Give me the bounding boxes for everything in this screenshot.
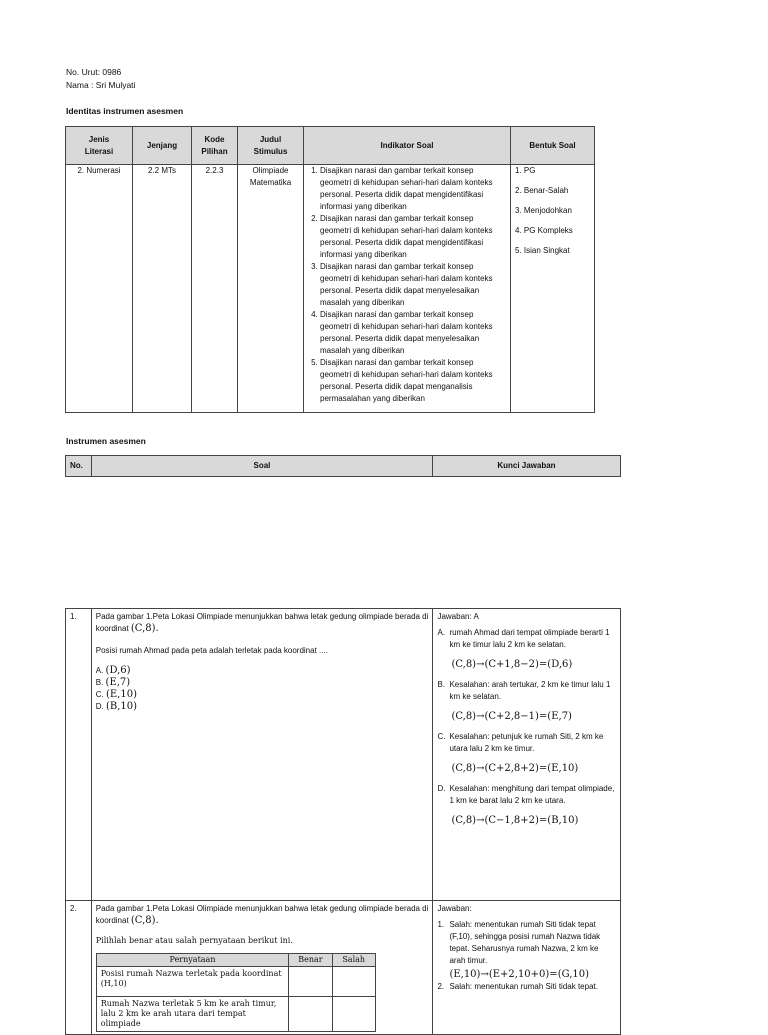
q1-number: 1. — [66, 609, 92, 901]
q1-option-value: (E,7) — [105, 677, 131, 688]
q1-option — [96, 665, 429, 677]
q1-kunci — [433, 609, 621, 901]
header-jenjang: Jenjang — [133, 127, 192, 165]
q1-answer-text: rumah Ahmad dari tempat olimpiade berarti 1 km ke timur lalu 2 km ke selatan. — [449, 628, 610, 649]
header-kode-pilihan: Kode Pilihan — [192, 127, 238, 165]
section-title-identity: Identitas instrumen asesmen — [66, 106, 184, 116]
q1-option-letter: B. — [95, 678, 104, 687]
indikator-item: 1. Disajikan narasi dan gambar terkait konsep geometri di kehidupan sehari-hari dalam konteks personal. Peserta didik dapat mengidentifikasi informasi yang diberikan — [320, 165, 506, 213]
cell-kode: 2.2.3 — [192, 165, 238, 413]
bentuk-item: 3. Menjodohkan — [515, 206, 572, 215]
q1-option — [96, 689, 429, 701]
q1-options — [96, 665, 429, 713]
q1-answer-block — [437, 627, 616, 671]
q1-answer-letter: D. — [437, 784, 446, 793]
q2-intro: Pada gambar 1.Peta Lokasi Olimpiade menunjukkan bahwa letak gedung olimpiade berada di koordinat — [95, 904, 429, 925]
stmt-header-pernyataan: Pernyataan — [96, 954, 289, 967]
q1-option-letter: D. — [95, 702, 104, 711]
cell-bentuk — [511, 165, 595, 413]
q1-answer-item — [437, 679, 616, 703]
q1-answer-item — [437, 627, 616, 651]
header-bentuk-soal: Bentuk Soal — [511, 127, 595, 165]
q1-answer-text: Kesalahan: menghitung dari tempat olimpiade, 1 km ke barat lalu 2 km ke utara. — [449, 784, 615, 805]
q2-kunci — [433, 901, 621, 1035]
q2-answer-text: Salah: menentukan rumah Siti tidak tepat (F,10), sehingga posisi rumah Nazwa tidak tepat. Seharusnya rumah Nazwa, 2 km ke arah timur. — [449, 920, 601, 965]
bentuk-item: 5. Isian Singkat — [515, 246, 570, 255]
q2-answer-item — [437, 981, 616, 993]
q1-answer-item — [437, 783, 616, 807]
stmt-header-salah: Salah — [332, 954, 375, 967]
indikator-item: 5. Disajikan narasi dan gambar terkait konsep geometri di kehidupan sehari-hari dalam konteks personal. Peserta didik dapat menganalisis permasalahan yang diberikan — [320, 357, 506, 405]
indikator-item: 2. Disajikan narasi dan gambar terkait konsep geometri di kehidupan sehari-hari dalam konteks personal. Peserta didik dapat mengidentifikasi informasi yang diberikan — [320, 213, 506, 261]
q1-answer-letter: A. — [437, 628, 445, 637]
header-judul-stimulus: Judul Stimulus — [238, 127, 304, 165]
instrument-table — [65, 608, 621, 1035]
stmt-text: Rumah Nazwa terletak 5 km ke arah timur, lalu 2 km ke arah utara dari tempat olimpiade — [96, 997, 289, 1032]
q1-option-value: (E,10) — [105, 689, 137, 700]
q1-soal — [91, 609, 433, 901]
q2-answer-number: 2. — [437, 982, 445, 991]
q1-intro-block — [96, 611, 429, 635]
section-title-instrument: Instrumen asesmen — [66, 436, 146, 446]
stmt-text: Posisi rumah Nazwa terletak pada koordinat (H,10) — [96, 967, 289, 997]
q2-answer-formula: (E,10)→(E+2,10+0)=(G,10) — [449, 969, 590, 980]
cell-jenjang: 2.2 MTs — [133, 165, 192, 413]
q1-intro-coord: (C,8). — [130, 623, 159, 634]
q1-answer-formula: (C,8)→(C+2,8+2)=(E,10) — [451, 763, 579, 774]
header-jenis-literasi: Jenis Literasi — [66, 127, 133, 165]
q1-answer-formula: (C,8)→(C+2,8−1)=(E,7) — [451, 711, 572, 722]
q2-answer-number: 1. — [437, 920, 445, 929]
q1-option-value: (D,6) — [105, 665, 131, 676]
bentuk-item: 2. Benar-Salah — [515, 186, 569, 195]
q1-answer-block — [437, 731, 616, 775]
q1-answer-item — [437, 731, 616, 755]
q2-intro-block — [96, 903, 429, 927]
header-soal: Soal — [91, 456, 432, 477]
cell-jenis: 2. Numerasi — [66, 165, 133, 413]
q2-answer-title: Jawaban: — [437, 904, 472, 913]
q2-instruction: Pilihlah benar atau salah pernyataan berikut ini. — [95, 936, 293, 945]
q2-answer-text: Salah: menentukan rumah Siti tidak tepat. — [449, 982, 598, 991]
header-kunci-jawaban: Kunci Jawaban — [432, 456, 620, 477]
q1-answer-formula: (C,8)→(C−1,8+2)=(B,10) — [451, 815, 579, 826]
q2-soal — [91, 901, 433, 1035]
stmt-salah-cell[interactable] — [332, 967, 375, 997]
header-indikator-soal: Indikator Soal — [304, 127, 511, 165]
q1-option — [96, 677, 429, 689]
indikator-item: 3. Disajikan narasi dan gambar terkait konsep geometri di kehidupan sehari-hari dalam konteks personal. Peserta didik dapat menyelesaikan masalah yang diberikan — [320, 261, 506, 309]
q2-intro-coord: (C,8). — [130, 915, 159, 926]
header-no: No. — [66, 456, 92, 477]
q1-answer-formula: (C,8)→(C+1,8−2)=(D,6) — [451, 659, 573, 670]
identity-table — [65, 126, 595, 413]
q1-option-letter: A. — [95, 666, 104, 675]
q1-question: Posisi rumah Ahmad pada peta adalah terletak pada koordinat .... — [95, 646, 328, 655]
participant-number: No. Urut: 0986 — [66, 67, 122, 77]
stmt-salah-cell[interactable] — [332, 997, 375, 1032]
q1-option-letter: C. — [95, 690, 104, 699]
q1-answer-block — [437, 783, 616, 827]
q1-intro: Pada gambar 1.Peta Lokasi Olimpiade menunjukkan bahwa letak gedung olimpiade berada di koordinat — [95, 612, 429, 633]
q2-statement-table — [96, 953, 376, 1032]
q1-answer-block — [437, 679, 616, 723]
q2-answer-item — [437, 919, 616, 967]
participant-name: Nama : Sri Mulyati — [66, 80, 136, 90]
bentuk-item: 1. PG — [515, 166, 536, 175]
cell-judul: Olimpiade Matematika — [238, 165, 304, 413]
q2-number: 2. — [66, 901, 92, 1035]
q1-option — [96, 701, 429, 713]
stmt-benar-cell[interactable] — [289, 997, 332, 1032]
instrument-header-table — [65, 455, 621, 477]
indikator-item: 4. Disajikan narasi dan gambar terkait konsep geometri di kehidupan sehari-hari dalam konteks personal. Peserta didik dapat menyelesaikan masalah yang diberikan — [320, 309, 506, 357]
q1-answer-text: Kesalahan: petunjuk ke rumah Siti, 2 km ke utara lalu 2 km ke timur. — [449, 732, 604, 753]
q1-answer-title: Jawaban: A — [437, 612, 479, 621]
q1-answer-letter: C. — [437, 732, 446, 741]
indikator-list — [308, 165, 506, 405]
q1-option-value: (B,10) — [105, 701, 138, 712]
cell-indikator — [304, 165, 511, 413]
stmt-header-benar: Benar — [289, 954, 332, 967]
bentuk-item: 4. PG Kompleks — [515, 226, 573, 235]
stmt-benar-cell[interactable] — [289, 967, 332, 997]
q1-answer-text: Kesalahan: arah tertukar, 2 km ke timur lalu 1 km ke selatan. — [449, 680, 611, 701]
q2-answer-block — [437, 919, 616, 981]
q1-answer-letter: B. — [437, 680, 445, 689]
